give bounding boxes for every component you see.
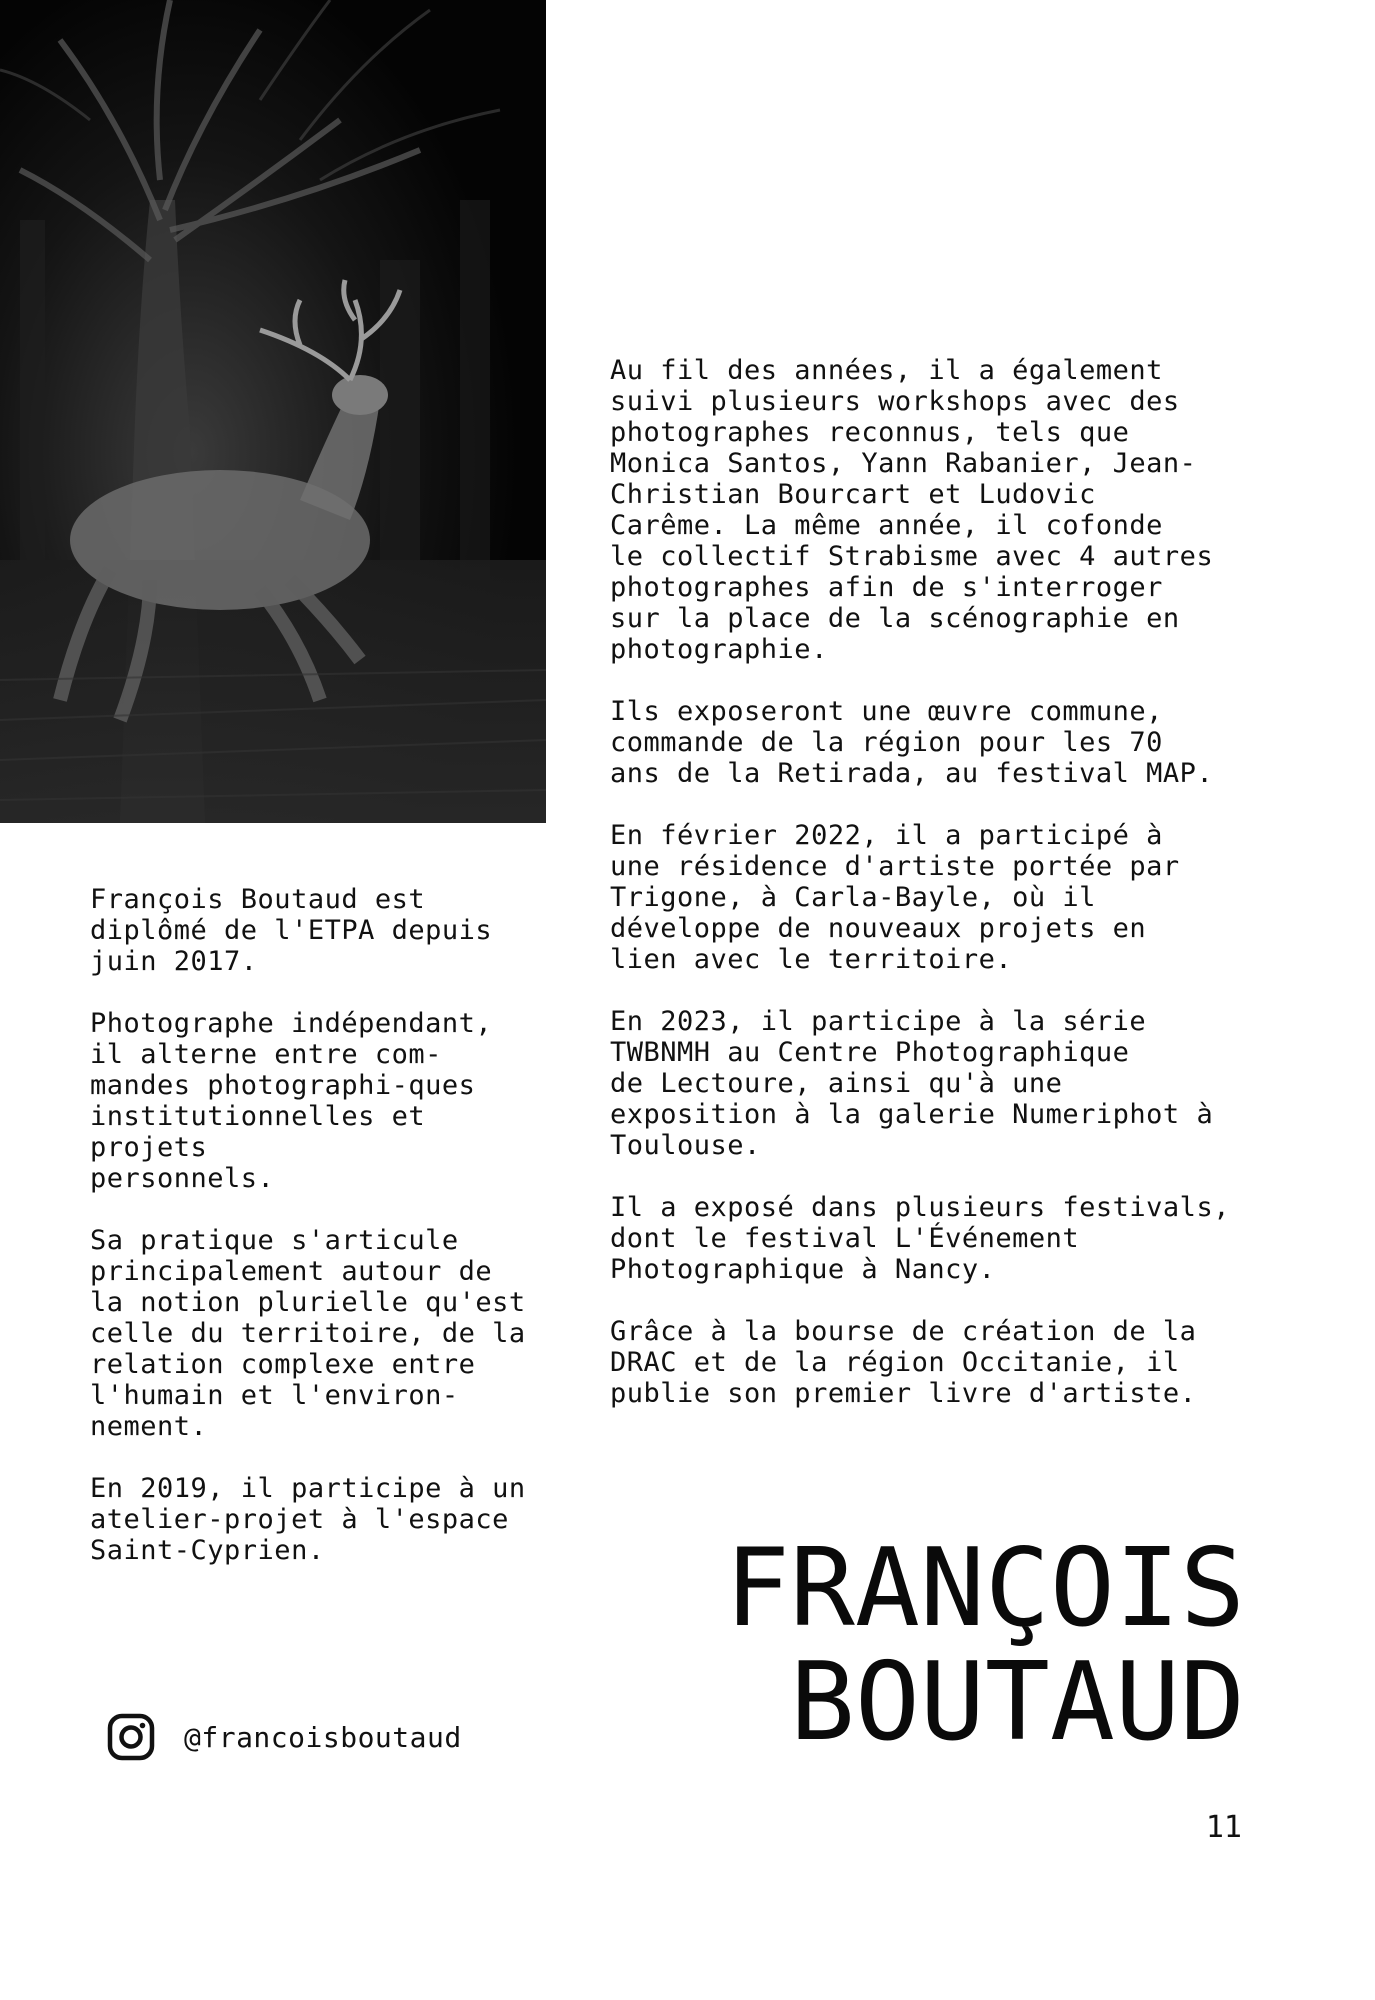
bio-paragraph: Sa pratique s'articule principalement autour de la notion plurielle qu'est celle du territoire, de la relation complexe entre l'humain et l'environ- nement. <box>90 1225 526 1442</box>
bio-paragraph: François Boutaud est diplômé de l'ETPA depuis juin 2017. <box>90 884 493 977</box>
instagram-icon <box>106 1712 156 1762</box>
bio-paragraph: Il a exposé dans plusieurs festivals, dont le festival L'Événement Photographique à Nancy. <box>610 1192 1230 1285</box>
bio-paragraph: En 2023, il participe à la série TWBNMH au Centre Photographique de Lectoure, ainsi qu'à une exposition à la galerie Numeriphot à Toulouse. <box>610 1006 1214 1161</box>
instagram-link[interactable] <box>106 1712 462 1762</box>
biography-right-column <box>610 355 1260 1440</box>
bio-paragraph: En 2019, il participe à un atelier-projet à l'espace Saint-Cyprien. <box>90 1473 526 1566</box>
deer-photo-illustration <box>0 0 546 823</box>
biography-left-column <box>90 884 550 1597</box>
title-line-last-name: BOUTAUD <box>789 1640 1245 1765</box>
bio-paragraph: Au fil des années, il a également suivi plusieurs workshops avec des photographes reconnus, tels que Monica Santos, Yann Rabanier, Jean- Christian Bourcart et Ludovic Carême. La même année, il cofonde le collectif Strabisme avec 4 autres photographes afin de s'interroger sur la place de la scénographie en photographie. <box>610 355 1214 665</box>
bio-paragraph: En février 2022, il a participé à une résidence d'artiste portée par Trigone, à Carla-Bayle, où il développe de nouveaux projets en lien avec le territoire. <box>610 820 1180 975</box>
artist-name-title <box>724 1526 1245 1765</box>
bio-paragraph: Grâce à la bourse de création de la DRAC et de la région Occitanie, il publie son premier livre d'artiste. <box>610 1316 1197 1409</box>
bio-paragraph: Photographe indépendant, il alterne entre com- mandes photographi-ques institutionnelles et projets personnels. <box>90 1008 493 1194</box>
title-line-first-name: FRANÇOIS <box>724 1526 1245 1651</box>
page-number: 11 <box>1205 1810 1242 1845</box>
instagram-handle[interactable]: @francoisboutaud <box>184 1720 462 1754</box>
bio-paragraph: Ils exposeront une œuvre commune, commande de la région pour les 70 ans de la Retirada, au festival MAP. <box>610 696 1214 789</box>
deer-night-photo <box>0 0 546 823</box>
